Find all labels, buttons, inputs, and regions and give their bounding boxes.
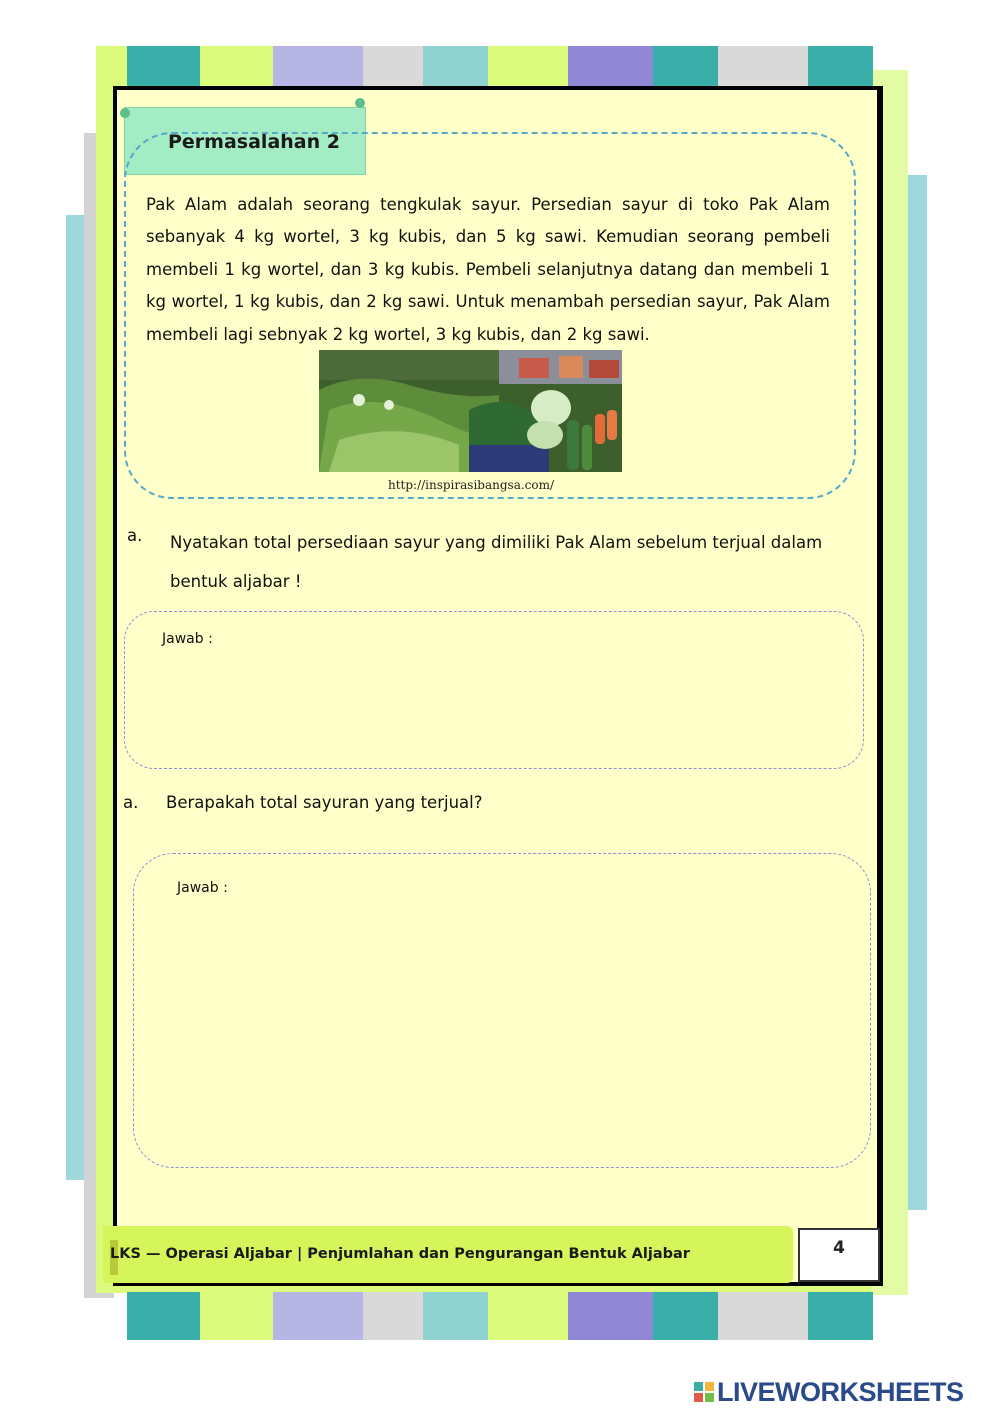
frame-stripe — [718, 1292, 808, 1340]
frame-stripe — [488, 46, 568, 88]
problem-title: Permasalahan 2 — [168, 131, 340, 153]
frame-stripe — [363, 1292, 423, 1340]
answer-2-label: Jawab : — [177, 880, 228, 896]
footer-title: LKS — Operasi Aljabar | Penjumlahan dan Pengurangan Bentuk Aljabar — [110, 1246, 690, 1262]
frame-stripe — [653, 1292, 718, 1340]
frame-stripe — [423, 46, 488, 88]
tab-curl-left — [120, 108, 130, 118]
tab-curl-right — [355, 98, 365, 108]
answer-box-2[interactable] — [133, 853, 871, 1168]
frame-stripe — [488, 1292, 568, 1340]
question-1-letter: a. — [127, 526, 143, 545]
question-1-text: Nyatakan total persediaan sayur yang dimiliki Pak Alam sebelum terjual dalam bentuk aljabar ! — [170, 533, 823, 591]
frame-stripe — [653, 46, 718, 88]
vegetable-market-photo — [319, 350, 622, 472]
frame-stripe — [568, 1292, 653, 1340]
frame-stripes-bottom — [127, 1292, 873, 1340]
frame-stripe — [127, 46, 200, 88]
frame-stripes-top — [127, 46, 873, 88]
frame-stripe — [568, 46, 653, 88]
image-caption: http://inspirasibangsa.com/ — [387, 478, 555, 492]
frame-stripe — [200, 1292, 273, 1340]
frame-stripe — [127, 1292, 200, 1340]
frame-stripe — [718, 46, 808, 88]
liveworksheets-logo-icon — [694, 1382, 714, 1402]
page-number: 4 — [833, 1238, 845, 1258]
answer-1-label: Jawab : — [162, 631, 213, 647]
frame-stripe — [808, 1292, 873, 1340]
frame-stripe — [273, 1292, 363, 1340]
frame-stripe — [363, 46, 423, 88]
frame-stripe — [273, 46, 363, 88]
frame-stripe — [200, 46, 273, 88]
frame-stripe — [808, 46, 873, 88]
problem-text: Pak Alam adalah seorang tengkulak sayur. Persedian sayur di toko Pak Alam sebanyak 4 kg wortel, 3 kg kubis, dan 5 kg sawi. Kemudian seorang pembeli membeli 1 kg wortel, dan 3 kg kubis. Pembeli selanjutnya datang dan membeli 1 kg wortel, 1 kg kubis, dan 2 kg sawi. Untuk menambah persedian sayur, Pak Alam membeli lagi sebnyak 2 kg wortel, 3 kg kubis, dan 2 kg sawi. — [146, 195, 830, 344]
logo-text: LIVEWORKSHEETS — [717, 1376, 964, 1407]
liveworksheets-logo[interactable] — [694, 1377, 964, 1407]
frame-stripe — [423, 1292, 488, 1340]
question-2-letter: a. — [123, 793, 139, 812]
question-2-text: Berapakah total sayuran yang terjual? — [166, 793, 483, 812]
answer-box-1[interactable] — [124, 611, 864, 769]
